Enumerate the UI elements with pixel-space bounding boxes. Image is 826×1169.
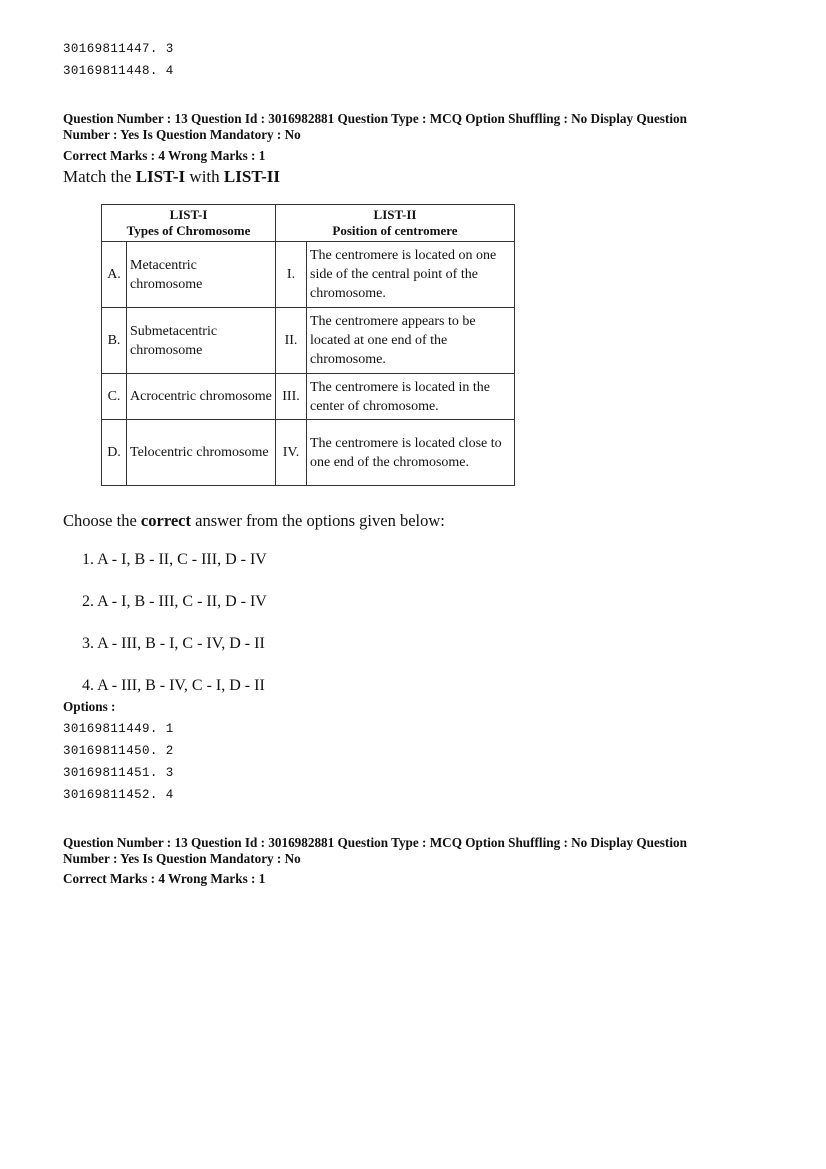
question-meta-line: Question Number : 13 Question Id : 3016982881 Question Type : MCQ Option Shuffling : No Display Question (63, 835, 687, 850)
question-intro: Match the LIST-I with LIST-II (63, 167, 280, 186)
option-code: 30169811452. 4 (63, 788, 174, 802)
question-marks: Correct Marks : 4 Wrong Marks : 1 (63, 148, 266, 163)
question-meta-line: Number : Yes Is Question Mandatory : No (63, 851, 301, 866)
chromosome-type: Acrocentric chromosome (127, 374, 276, 420)
option-code: 30169811451. 3 (63, 766, 174, 780)
answer-choice: 2. A - I, B - III, C - II, D - IV (82, 593, 267, 610)
option-code: 30169811448. 4 (63, 64, 174, 78)
question-meta-line: Question Number : 13 Question Id : 3016982881 Question Type : MCQ Option Shuffling : No Display Question (63, 111, 687, 126)
list-2-numeral: I. (276, 242, 307, 308)
options-label: Options : (63, 699, 116, 714)
table-header-row (102, 205, 515, 242)
answer-choice: 3. A - III, B - I, C - IV, D - II (82, 635, 265, 652)
chromosome-type: Metacentric chromosome (127, 242, 276, 308)
match-table (101, 204, 515, 486)
option-code: 30169811449. 1 (63, 722, 174, 736)
centromere-position: The centromere is located on one side of the central point of the chromosome. (307, 242, 515, 308)
list-1-letter: C. (102, 374, 127, 420)
chromosome-type: Telocentric chromosome (127, 420, 276, 486)
answer-instruction: Choose the correct answer from the options given below: (63, 511, 445, 530)
centromere-position: The centromere appears to be located at one end of the chromosome. (307, 308, 515, 374)
answer-choice: 1. A - I, B - II, C - III, D - IV (82, 551, 267, 568)
table-row (102, 242, 515, 308)
question-marks: Correct Marks : 4 Wrong Marks : 1 (63, 871, 266, 886)
table-row (102, 374, 515, 420)
option-code: 30169811447. 3 (63, 42, 174, 56)
list-1-letter: B. (102, 308, 127, 374)
list-1-letter: D. (102, 420, 127, 486)
list-1-letter: A. (102, 242, 127, 308)
list-2-numeral: II. (276, 308, 307, 374)
option-code: 30169811450. 2 (63, 744, 174, 758)
question-meta-line: Number : Yes Is Question Mandatory : No (63, 127, 301, 142)
list-1-header: LIST-I Types of Chromosome (102, 205, 276, 242)
answer-choice: 4. A - III, B - IV, C - I, D - II (82, 677, 265, 694)
chromosome-type: Submetacentric chromosome (127, 308, 276, 374)
centromere-position: The centromere is located close to one end of the chromosome. (307, 420, 515, 486)
table-row (102, 420, 515, 486)
list-2-numeral: III. (276, 374, 307, 420)
list-2-header: LIST-II Position of centromere (276, 205, 515, 242)
list-2-numeral: IV. (276, 420, 307, 486)
centromere-position: The centromere is located in the center of chromosome. (307, 374, 515, 420)
table-row (102, 308, 515, 374)
